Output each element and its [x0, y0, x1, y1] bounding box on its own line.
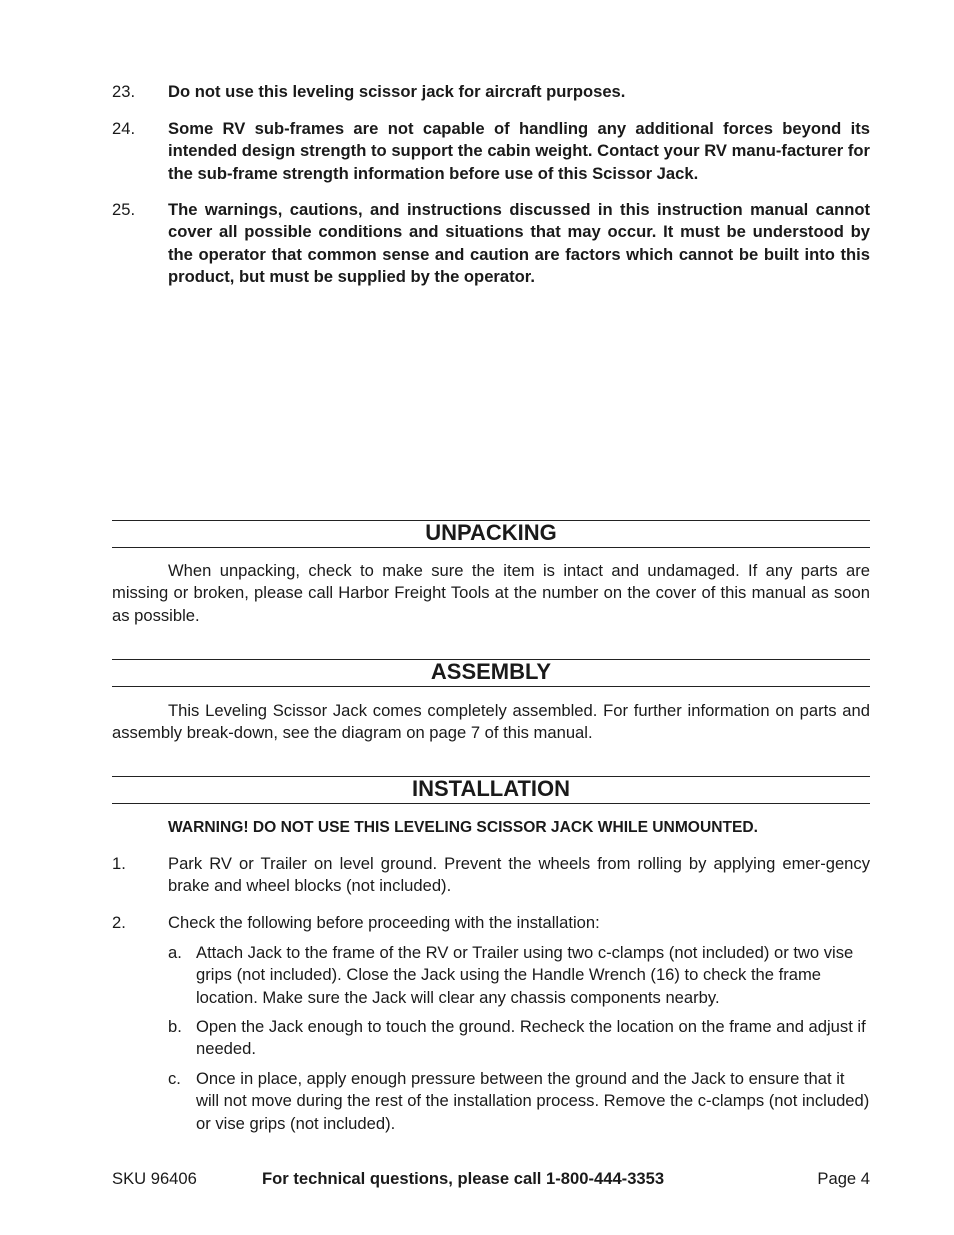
item-text: Some RV sub-frames are not capable of handling any additional forces beyond its intended design strength to support the cabin weight. Contact your RV manu-facturer for the sub-frame strength information before use of this Scissor Jack. — [168, 119, 870, 183]
tech-support-text: For technical questions, please call 1-800-444-3353 — [262, 1169, 665, 1188]
item-text: The warnings, cautions, and instructions discussed in this instruction manual cannot cover all possible conditions and situations that may occur. It must be understood by the operator that common sense and caution are factors which cannot be built into this product, but must be supplied by the operator. — [168, 200, 870, 287]
item-number: 25. — [112, 200, 136, 219]
section-title: INSTALLATION — [411, 776, 571, 801]
assembly-header — [112, 659, 870, 687]
sub-text: Open the Jack enough to touch the ground. Recheck the location on the frame and adjust if needed. — [196, 1017, 866, 1059]
step-text: Park RV or Trailer on level ground. Prevent the wheels from rolling by applying emer-gency brake and wheel blocks (not included). — [168, 854, 870, 896]
sub-item — [168, 942, 870, 1010]
step-text: Check the following before proceeding with the installation: — [168, 913, 600, 932]
unpacking-text: When unpacking, check to make sure the item is intact and undamaged. If any parts are missing or broken, please call Harbor Freight Tools at the number on the cover of this manual as soon as possible. — [112, 561, 870, 625]
sub-letter: a. — [168, 943, 182, 962]
section-title: ASSEMBLY — [430, 659, 552, 684]
page-number: Page 4 — [817, 1169, 870, 1188]
list-item — [112, 199, 870, 289]
item-number: 23. — [112, 82, 136, 101]
sub-text: Once in place, apply enough pressure between the ground and the Jack to ensure that it will not move during the rest of the installation process. Remove the c-clamps (not included) or vise grips (not included). — [196, 1069, 870, 1133]
sub-item — [168, 1068, 870, 1136]
list-item — [112, 912, 870, 934]
assembly-text: This Leveling Scissor Jack comes completely assembled. For further information on parts and assembly break-down, see the diagram on page 7 of this manual. — [112, 701, 870, 743]
sub-letter: c. — [168, 1069, 181, 1088]
sub-item — [168, 1016, 870, 1062]
step-number: 1. — [112, 854, 126, 873]
installation-header — [112, 776, 870, 804]
sku-label: SKU 96406 — [112, 1169, 197, 1188]
warning-text: WARNING! DO NOT USE THIS LEVELING SCISSOR JACK WHILE UNMOUNTED. — [168, 819, 758, 836]
sub-letter: b. — [168, 1017, 182, 1036]
item-number: 24. — [112, 119, 136, 138]
step-number: 2. — [112, 913, 126, 932]
unpacking-header — [112, 520, 870, 548]
section-title: UNPACKING — [425, 520, 557, 545]
page-footer — [112, 1168, 870, 1192]
list-item — [112, 853, 870, 899]
sub-text: Attach Jack to the frame of the RV or Trailer using two c-clamps (not included) or two vise grips (not included). Close the Jack using the Handle Wrench (16) to check the frame location. Make sure the Jack will clear any chassis components nearby. — [196, 943, 854, 1007]
item-text: Do not use this leveling scissor jack for aircraft purposes. — [168, 82, 626, 101]
list-item — [112, 81, 870, 103]
list-item — [112, 118, 870, 186]
